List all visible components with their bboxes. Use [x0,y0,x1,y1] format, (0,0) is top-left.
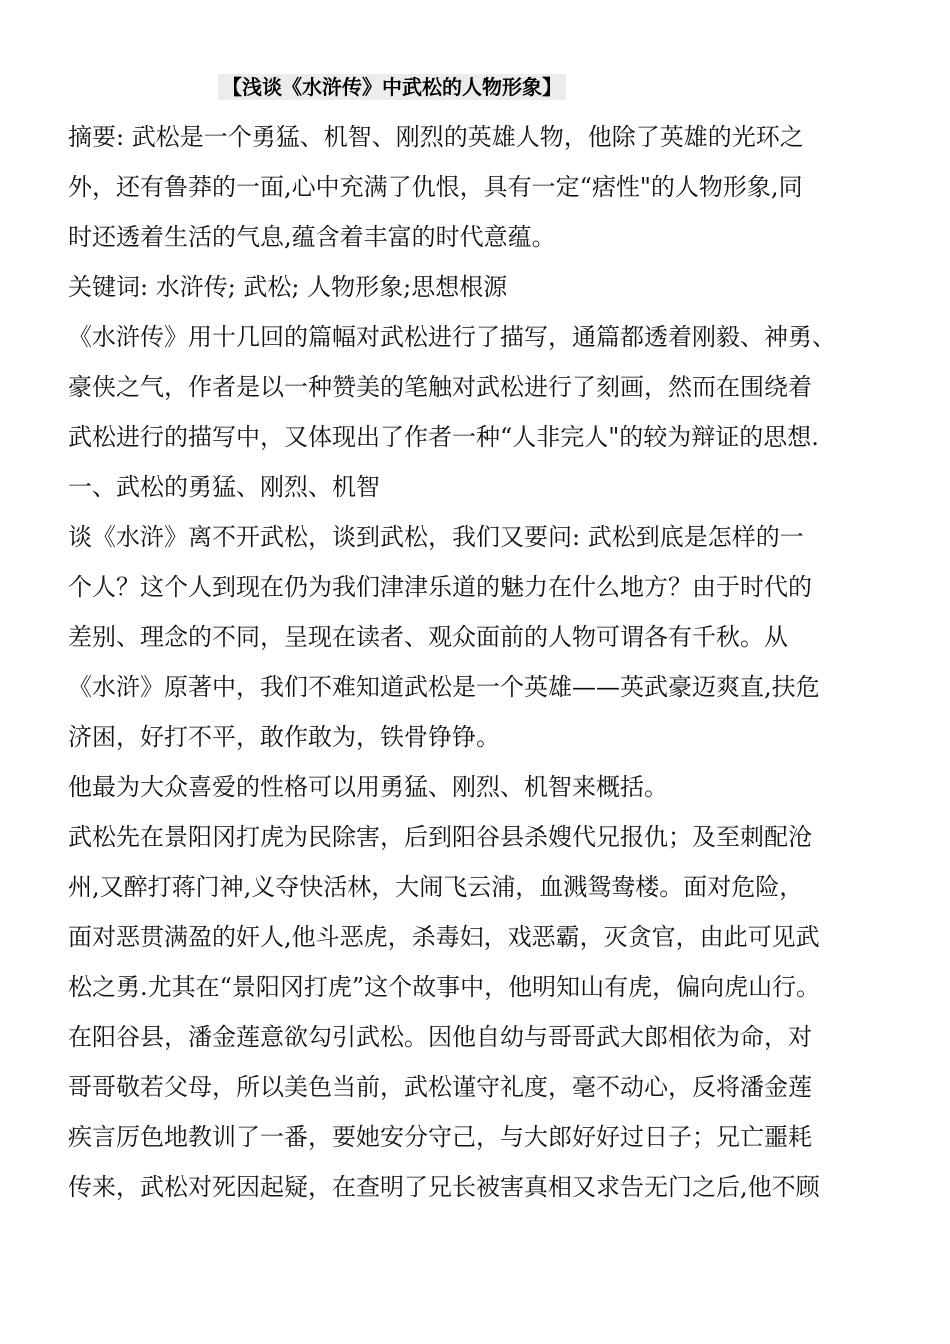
body-line: 他最为大众喜爱的性格可以用勇猛、刚烈、机智来概括。 [68,773,668,801]
abstract-line-3: 时还透着生活的气息,蕴含着丰富的时代意蕴。 [68,223,556,251]
body-line: 差别、理念的不同，呈现在读者、观众面前的人物可谓各有千秋。从 [68,623,788,651]
body-line: 面对恶贯满盈的奸人,他斗恶虎，杀毒妇，戏恶霸，灭贪官，由此可见武 [68,923,820,951]
body-line: 济困，好打不平，敢作敢为，铁骨铮铮。 [68,723,500,751]
section-heading: 一、武松的勇猛、刚烈、机智 [68,473,380,501]
abstract-line-1: 摘要: 武松是一个勇猛、机智、刚烈的英雄人物，他除了英雄的光环之 [68,123,804,151]
body-line: 疾言厉色地教训了一番，要她安分守己，与大郎好好过日子；兄亡噩耗 [68,1123,812,1151]
document-title: 【浅谈《水浒传》中武松的人物形象】 [218,74,566,100]
body-line: 在阳谷县，潘金莲意欲勾引武松。因他自幼与哥哥武大郎相依为命，对 [68,1023,812,1051]
abstract-line-2: 外，还有鲁莽的一面,心中充满了仇恨，具有一定“痞性"的人物形象,同 [68,173,803,201]
body-line: 州,又醉打蒋门神,义夺快活林，大闹飞云浦，血溅鸳鸯楼。面对危险， [68,873,804,901]
body-line: 个人？这个人到现在仍为我们津津乐道的魅力在什么地方？由于时代的 [68,573,812,601]
body-line: 谈《水浒》离不开武松，谈到武松，我们又要问: 武松到底是怎样的一 [68,523,804,551]
body-line: 传来，武松对死因起疑，在查明了兄长被害真相又求告无门之后,他不顾 [68,1173,820,1201]
body-line: 武松进行的描写中，又体现出了作者一种“人非完人"的较为辩证的思想. [68,423,819,451]
body-line: 豪侠之气，作者是以一种赞美的笔触对武松进行了刻画，然而在围绕着 [68,373,812,401]
keywords-line: 关键词: 水浒传; 武松; 人物形象;思想根源 [68,273,508,301]
body-line: 哥哥敬若父母，所以美色当前，武松谨守礼度，毫不动心，反将潘金莲 [68,1073,812,1101]
body-line: 《水浒传》用十几回的篇幅对武松进行了描写，通篇都透着刚毅、神勇、 [68,323,836,351]
body-line: 《水浒》原著中，我们不难知道武松是一个英雄——英武豪迈爽直,扶危 [68,673,820,701]
body-line: 武松先在景阳冈打虎为民除害，后到阳谷县杀嫂代兄报仇；及至刺配沧 [68,823,812,851]
body-line: 松之勇.尤其在“景阳冈打虎”这个故事中，他明知山有虎，偏向虎山行。 [68,973,821,1001]
